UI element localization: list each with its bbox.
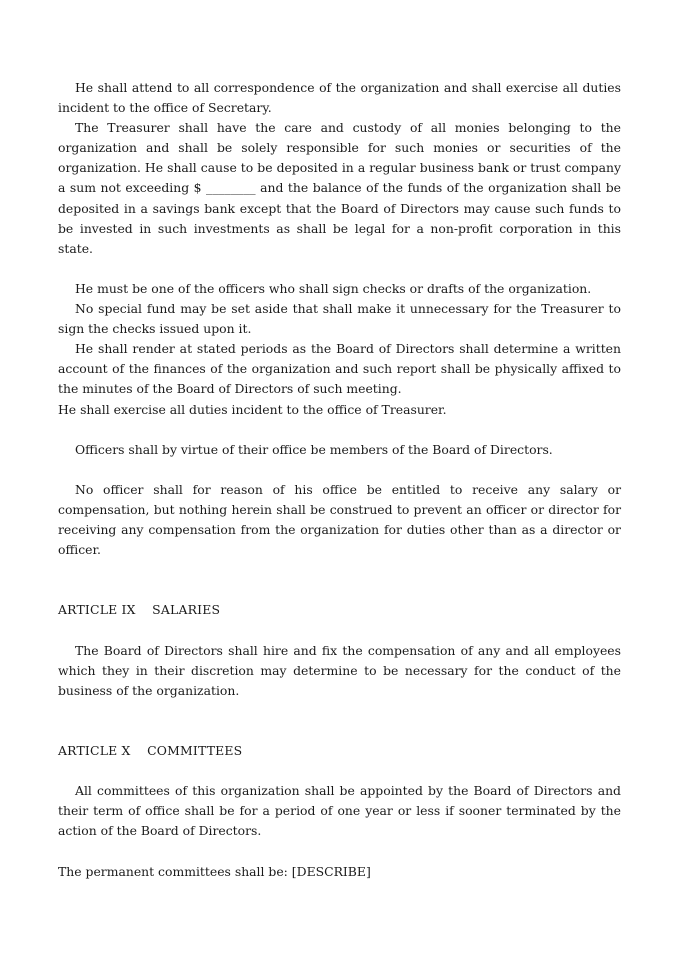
treasurer-account-paragraph: He shall render at stated periods as the Board of Directors shall determine a written account of the finances of the organization and such report shall be physically affixed to the minutes of the Board of Directors of such meeting. (58, 341, 621, 397)
document-body (58, 78, 621, 882)
spacer (58, 842, 621, 862)
permanent-committees-paragraph: The permanent committees shall be: [DESCRIBE] (58, 863, 371, 879)
spacer (58, 420, 621, 440)
amount-blank: ________ (206, 180, 256, 196)
spacer (58, 761, 621, 781)
treasurer-custody-paragraph (58, 118, 621, 259)
treasurer-custody-text-cont: and the balance of the funds of the organization shall be deposited in a savings bank except that the Board of Directors may cause such funds to be invested in such investments as shall be legal for a non-profit corporation in this state. (58, 180, 621, 256)
treasurer-special-fund-paragraph: No special fund may be set aside that shall make it unnecessary for the Treasurer to sign the checks issued upon it. (58, 301, 621, 337)
spacer (58, 621, 621, 641)
treasurer-custody-text: The Treasurer shall have the care and custody of all monies belonging to the organization and shall be solely responsible for such monies or securities of the organization. He shall cause to be deposited in a regular business bank or trust company a sum not exceeding $ (58, 120, 621, 196)
spacer (58, 701, 621, 741)
spacer (58, 560, 621, 600)
article-x-heading: ARTICLE X COMMITTEES (58, 743, 243, 759)
spacer (58, 460, 621, 480)
officers-compensation-paragraph: No officer shall for reason of his office be entitled to receive any salary or compensation, but nothing herein shall be construed to prevent an officer or director for receiving any compensation from the organization for duties other than as a director or officer. (58, 481, 621, 558)
article-ix-paragraph: The Board of Directors shall hire and fix the compensation of any and all employees which they in their discretion may determine to be necessary for the conduct of the business of the organization. (58, 642, 621, 698)
treasurer-duties-paragraph: He shall exercise all duties incident to the office of Treasurer. (58, 401, 447, 417)
spacer (58, 259, 621, 279)
article-x-paragraph: All committees of this organization shall be appointed by the Board of Directors and their term of office shall be for a period of one year or less if sooner terminated by the action of the Board of Directors. (58, 783, 621, 839)
officers-board-paragraph: Officers shall by virtue of their office be members of the Board of Directors. (75, 441, 553, 457)
treasurer-sign-checks-paragraph: He must be one of the officers who shall sign checks or drafts of the organization. (75, 280, 592, 296)
secretary-duties-paragraph: He shall attend to all correspondence of the organization and shall exercise all duties incident to the office of Secretary. (58, 80, 621, 116)
article-ix-heading: ARTICLE IX SALARIES (58, 602, 221, 618)
